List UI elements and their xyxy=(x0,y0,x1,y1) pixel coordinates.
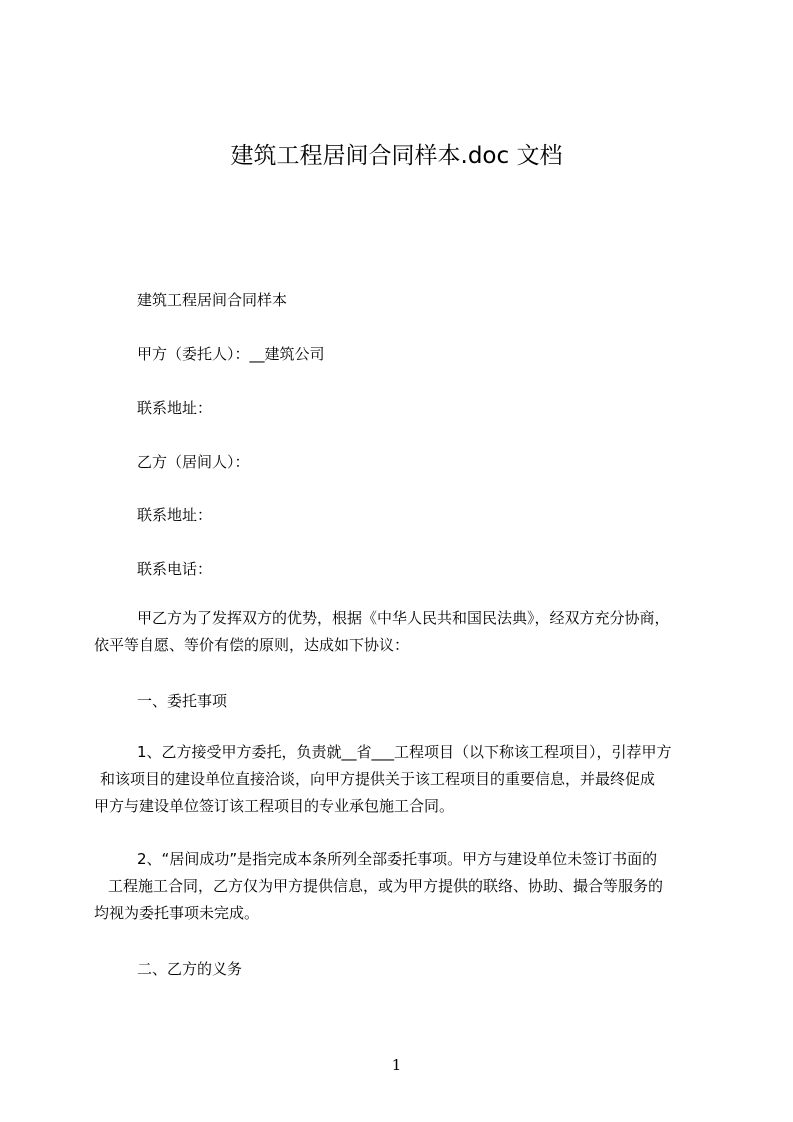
document-title: 建筑工程居间合同样本.doc 文档 xyxy=(230,143,563,169)
intro-line-1: 甲乙方为了发挥双方的优势，根据《中华人民共和国民法典》，经双方充分协商， xyxy=(137,609,670,627)
clause-1-line-1: 1、乙方接受甲方委托，负责就__省___工程项目（以下称该工程项目），引荐甲方 xyxy=(137,743,672,761)
page-number: 1 xyxy=(391,1056,402,1074)
contract-subtitle: 建筑工程居间合同样本 xyxy=(137,291,288,309)
party-b-address-line: 联系地址： xyxy=(137,506,213,524)
clause-2-line-3: 均视为委托事项未完成。 xyxy=(94,904,260,922)
party-a-address-line: 联系地址： xyxy=(137,399,213,417)
clause-2-line-1: 2、“居间成功”是指完成本条所列全部委托事项。甲方与建设单位未签订书面的 xyxy=(137,850,658,868)
party-a-line: 甲方（委托人）：__建筑公司 xyxy=(137,345,325,363)
clause-2-line-2: 工程施工合同，乙方仅为甲方提供信息，或为甲方提供的联络、协助、撮合等服务的 xyxy=(108,877,664,895)
clause-1-paragraph xyxy=(94,739,704,820)
party-b-line: 乙方（居间人）： xyxy=(137,453,250,471)
clause-2-paragraph xyxy=(94,846,704,927)
clause-1-line-3: 甲方与建设单位签订该工程项目的专业承包施工合同。 xyxy=(94,797,455,815)
intro-paragraph xyxy=(94,605,704,659)
clause-1-line-2: 和该项目的建设单位直接洽谈，向甲方提供关于该工程项目的重要信息，并最终促成 xyxy=(100,770,656,788)
section-2-heading: 二、乙方的义务 xyxy=(137,960,243,978)
intro-line-2: 依平等自愿、等价有偿的原则，达成如下协议： xyxy=(94,636,410,654)
phone-line: 联系电话： xyxy=(137,560,213,578)
section-1-heading: 一、委托事项 xyxy=(137,692,228,710)
